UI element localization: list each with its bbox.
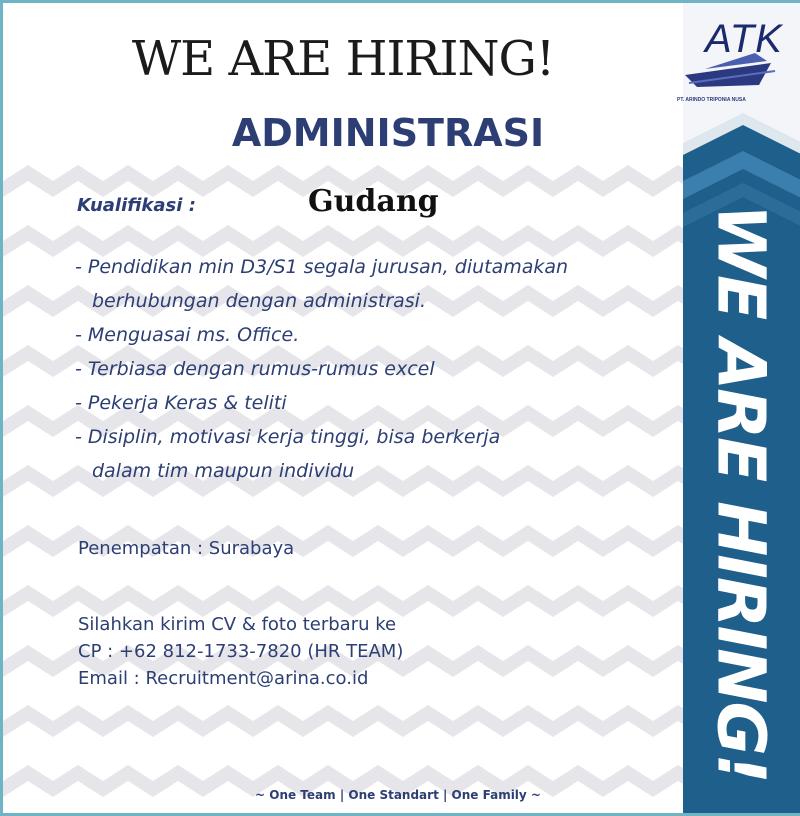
list-item: dalam tim maupun individu bbox=[92, 460, 355, 482]
company-logo bbox=[675, 13, 785, 109]
company-motto: ~ One Team | One Standart | One Family ~ bbox=[255, 788, 541, 802]
logo-text: ATK bbox=[705, 17, 783, 61]
list-item: - Pekerja Keras & teliti bbox=[75, 392, 287, 414]
side-banner-text bbox=[691, 204, 791, 782]
contact-info bbox=[78, 612, 403, 693]
list-item: - Menguasai ms. Office. bbox=[75, 324, 300, 346]
side-banner-label: WE ARE HIRING! bbox=[702, 204, 780, 782]
contact-email: Email : Recruitment@arina.co.id bbox=[78, 668, 369, 689]
contact-instruction: Silahkan kirim CV & foto terbaru ke bbox=[78, 614, 397, 635]
placement-location: Penempatan : Surabaya bbox=[78, 538, 295, 559]
list-item: berhubungan dengan administrasi. bbox=[92, 290, 426, 312]
requirements-list bbox=[75, 253, 675, 491]
contact-phone: CP : +62 812-1733-7820 (HR TEAM) bbox=[78, 641, 404, 662]
list-item: - Terbiasa dengan rumus-rumus excel bbox=[75, 358, 435, 380]
list-item: - Disiplin, motivasi kerja tinggi, bisa berkerja bbox=[75, 426, 501, 448]
job-title: ADMINISTRASI bbox=[231, 111, 545, 155]
list-item: - Pendidikan min D3/S1 segala jurusan, diutamakan bbox=[75, 256, 569, 278]
department-label: Gudang bbox=[308, 184, 439, 219]
page-headline: WE ARE HIRING! bbox=[131, 31, 555, 87]
qualification-label: Kualifikasi : bbox=[77, 195, 196, 216]
logo-tagline: PT. ARINDO TRIPONIA NUSA bbox=[677, 97, 746, 103]
